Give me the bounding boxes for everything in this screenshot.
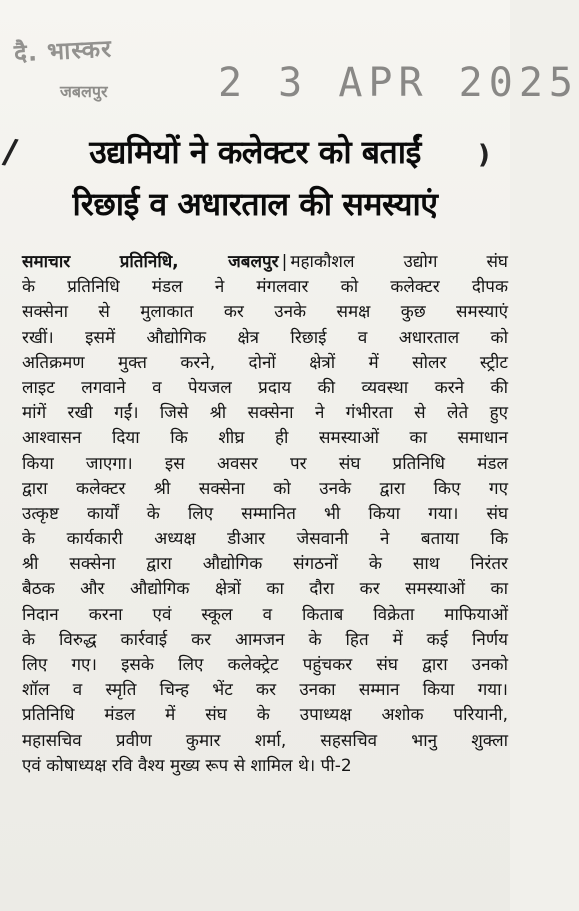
article-body [22, 250, 508, 779]
headline-line-2: रिछाई व अधारताल की समस्याएं [72, 185, 438, 223]
article-line: उत्कृष्ट कार्यों के लिए सम्मानित भी किया गया। संघ [22, 503, 508, 524]
article-line: सक्सेना से मुलाकात कर उनके समक्ष कुछ समस्याएं [22, 302, 508, 323]
article-line [22, 250, 508, 275]
masthead-stamp: दै. भास्कर [13, 34, 113, 68]
article-line: के कार्यकारी अध्यक्ष डीआर जेसवानी ने बताया कि [22, 529, 508, 550]
article-line: मांगें रखी गईं। जिसे श्री सक्सेना ने गंभीरता से लेते हुए [22, 403, 508, 424]
article-line: एवं कोषाध्यक्ष रवि वैश्य मुख्य रूप से शामिल थे। पी-2 [22, 755, 352, 776]
article-line: लाइट लगवाने व पेयजल प्रदाय की व्यवस्था करने की [22, 377, 508, 398]
date-stamp: 2 3 APR 2025 [218, 60, 579, 106]
pen-mark-left: / [0, 131, 20, 173]
article-line-text: महाकौशल उद्योग संघ [290, 252, 508, 272]
byline-separator: | [281, 252, 288, 272]
article-line: द्वारा कलेक्टर श्री सक्सेना को उनके द्वारा किए गए [22, 478, 508, 499]
article-line: रखीं। इसमें औद्योगिक क्षेत्र रिछाई व अधारताल को [22, 327, 508, 348]
article-line: शॉल व स्मृति चिन्ह भेंट कर उनका सम्मान किया गया। [22, 680, 508, 701]
article-line: लिए गए। इसके लिए कलेक्ट्रेट पहुंचकर संघ द्वारा उनको [22, 655, 508, 675]
article-line: महासचिव प्रवीण कुमार शर्मा, सहसचिव भानु शुक्ला [22, 730, 508, 751]
article-line: निदान करना एवं स्कूल व किताब विक्रेता माफियाओं [22, 604, 508, 625]
article-line: श्री सक्सेना द्वारा औद्योगिक संगठनों के साथ निरंतर [22, 554, 508, 575]
pen-mark-right: ) [478, 140, 490, 170]
article-line: किया जाएगा। इस अवसर पर संघ प्रतिनिधि मंडल [22, 453, 508, 474]
headline-line-1: उद्यमियों ने कलेक्टर को बताईं [89, 133, 421, 171]
article-line: अतिक्रमण मुक्त करने, दोनों क्षेत्रों में सोलर स्ट्रीट [22, 352, 508, 373]
article-line: बैठक और औद्योगिक क्षेत्रों का दौरा कर समस्याओं का [22, 579, 508, 600]
edition-city-stamp: जबलपुर [60, 82, 108, 101]
article-line: आश्वासन दिया कि शीघ्र ही समस्याओं का समाधान [22, 428, 508, 449]
article-line: के विरुद्ध कार्रवाई कर आमजन के हित में कई निर्णय [22, 629, 508, 650]
article-line: के प्रतिनिधि मंडल ने मंगलवार को कलेक्टर दीपक [22, 277, 508, 298]
article-line: प्रतिनिधि मंडल में संघ के उपाध्यक्ष अशोक परियानी, [22, 705, 508, 726]
byline: समाचार प्रतिनिधि, जबलपुर [22, 252, 279, 272]
